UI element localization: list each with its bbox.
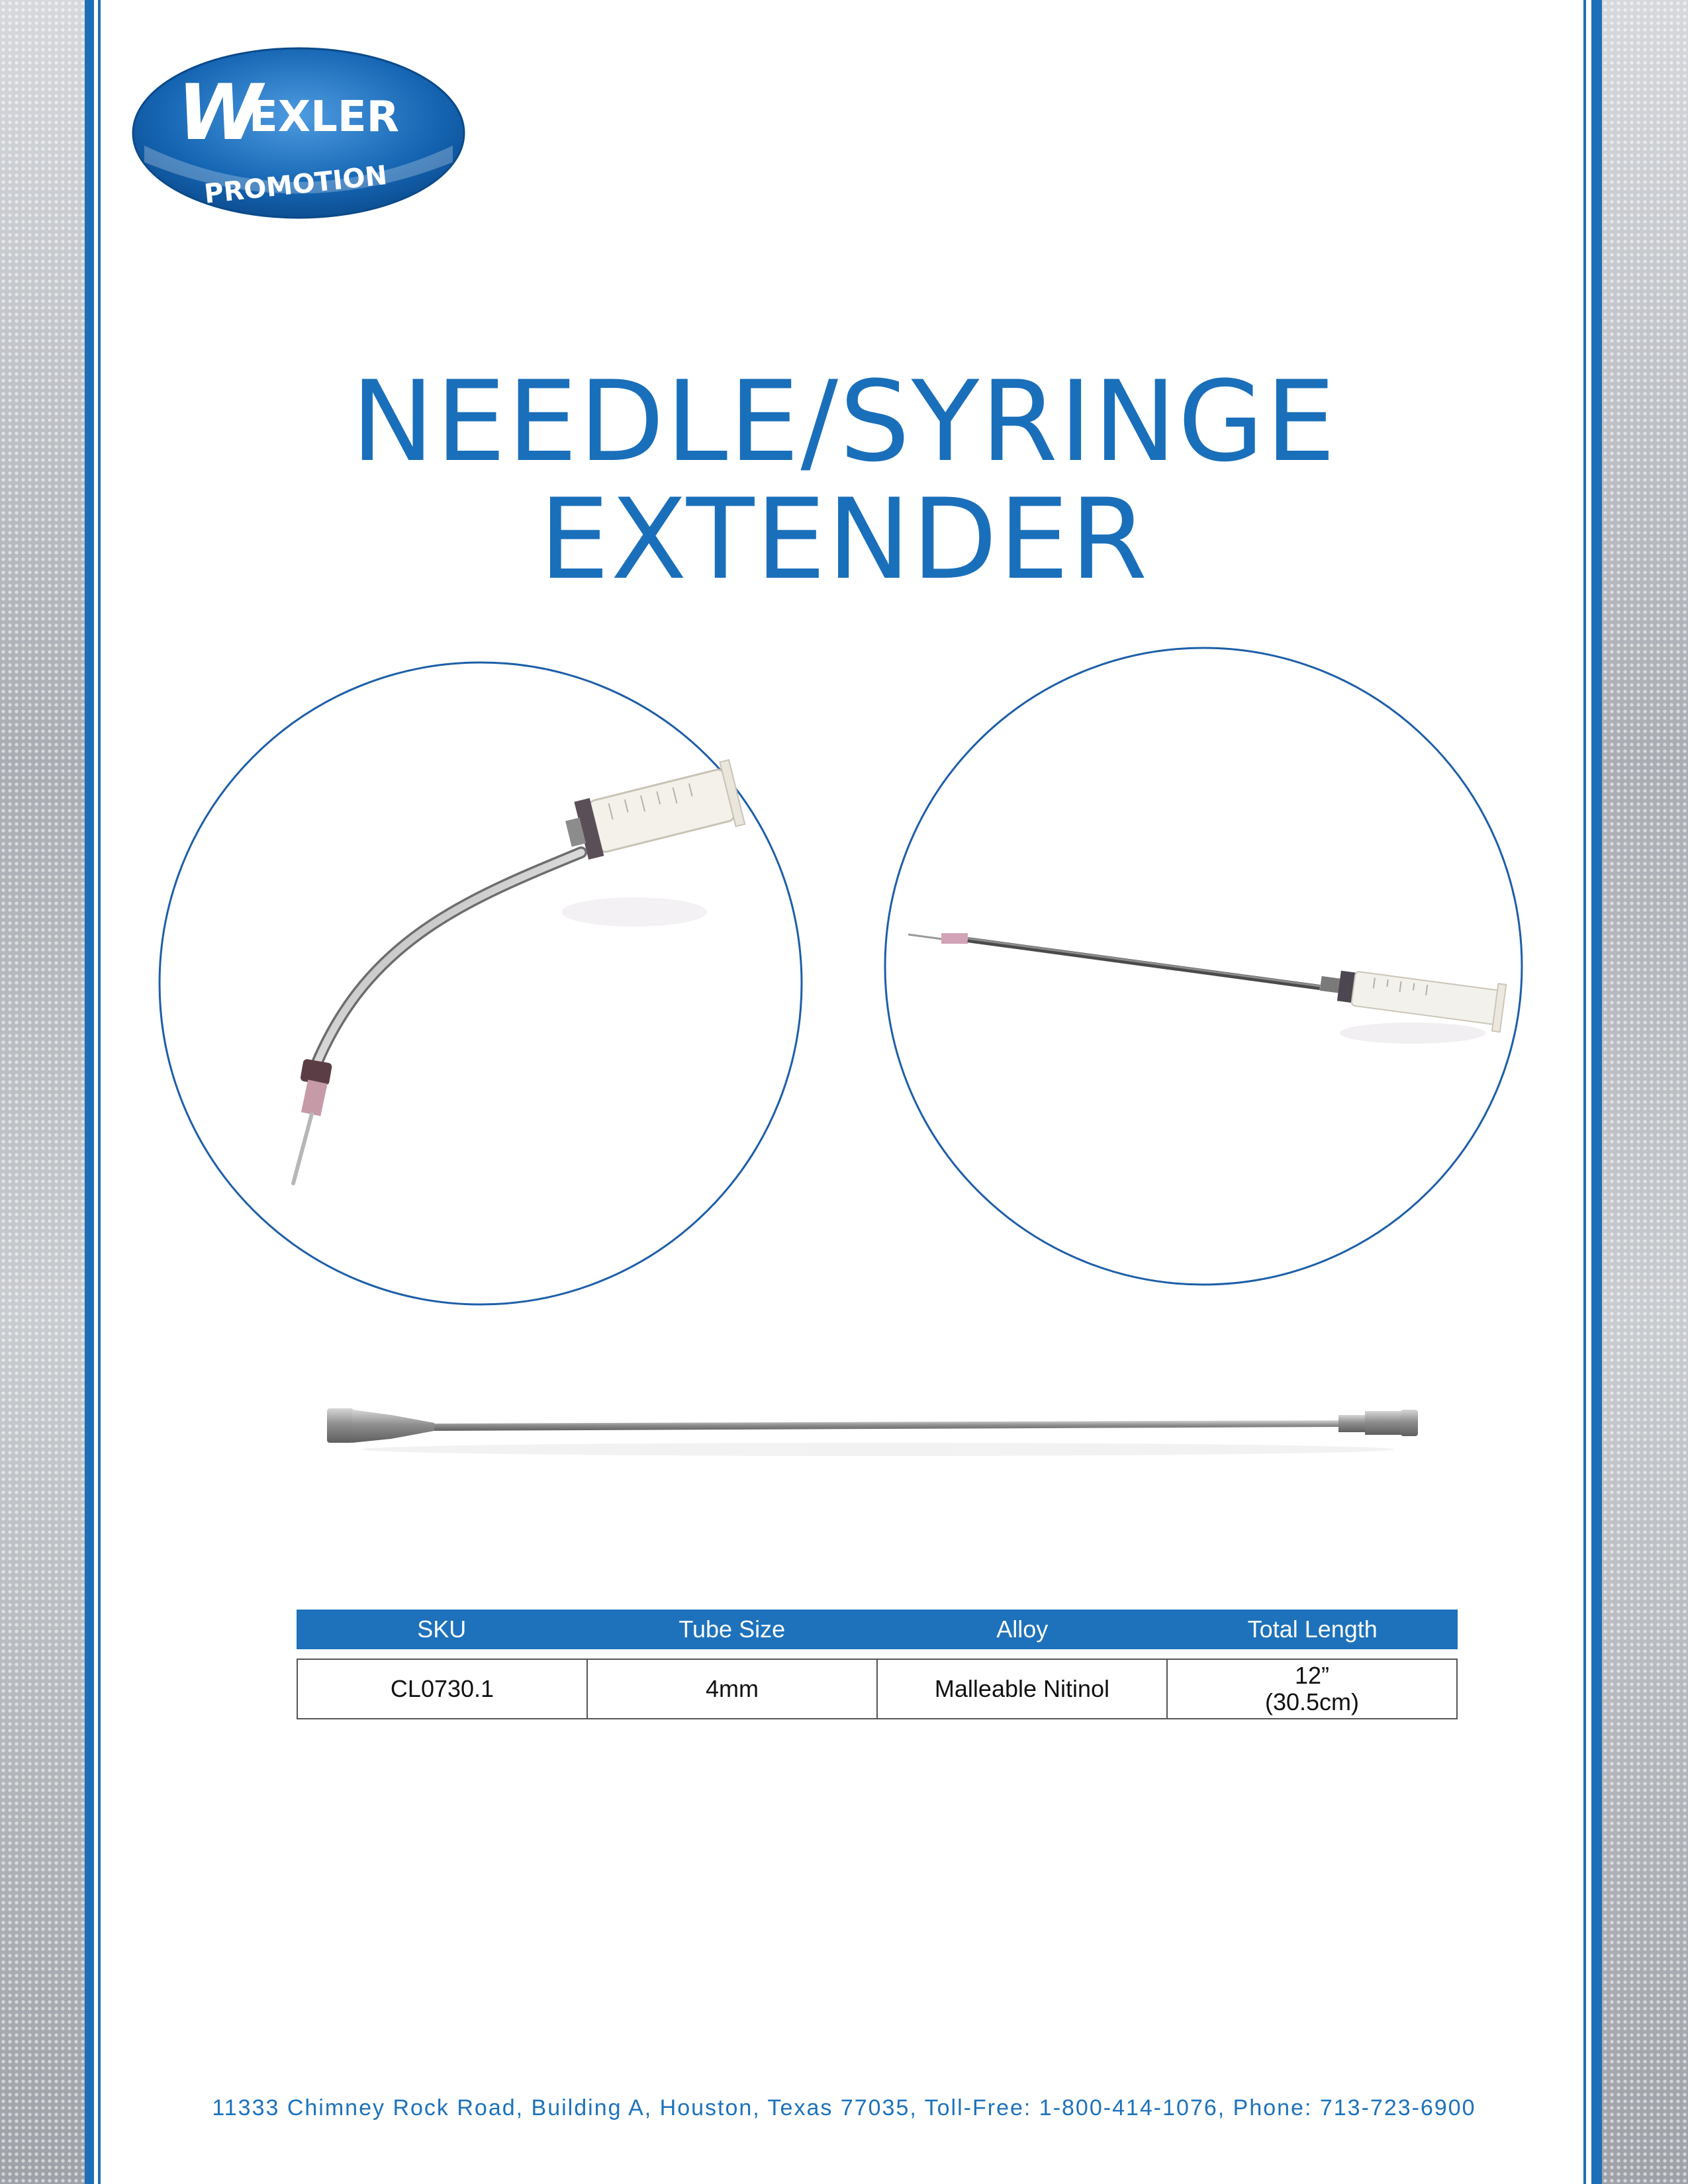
syringe-curved-extender-image (158, 660, 804, 1306)
left-decorative-panel (0, 0, 85, 2184)
page-title (106, 357, 1582, 604)
logo-initial: W (177, 68, 262, 158)
header-alloy: Alloy (996, 1615, 1049, 1643)
cell-sku: CL0730.1 (298, 1660, 588, 1718)
wexler-promotion-logo (131, 46, 466, 220)
right-decorative-panel (1602, 0, 1688, 2184)
left-border-line (98, 0, 101, 2184)
cell-tube-size: 4mm (588, 1660, 878, 1718)
syringe-straight-extender-image (883, 646, 1524, 1287)
right-border-stripe (1591, 0, 1602, 2184)
header-total-length: Total Length (1247, 1615, 1378, 1643)
footer-address: 11333 Chimney Rock Road, Building A, Houston, Texas 77035, Toll-Free: 1-800-414-1076, Phone: 713-723-6900 (212, 2095, 1476, 2120)
header-sku: SKU (417, 1615, 467, 1643)
right-border-line (1583, 0, 1586, 2184)
title-line-1: NEEDLE/SYRINGE (351, 357, 1337, 486)
title-line-2: EXTENDER (539, 475, 1149, 604)
logo-word: EXLER (249, 93, 399, 142)
logo-sub: PROMOTION (203, 160, 389, 210)
spec-table (297, 1610, 1458, 1719)
left-border-stripe (85, 0, 94, 2184)
cell-alloy: Malleable Nitinol (878, 1660, 1168, 1718)
cell-total-length: 12” (30.5cm) (1264, 1662, 1360, 1715)
spec-table-header (297, 1610, 1458, 1649)
header-tube-size: Tube Size (679, 1615, 786, 1643)
table-row (297, 1659, 1458, 1719)
extender-tube-image (308, 1383, 1447, 1482)
